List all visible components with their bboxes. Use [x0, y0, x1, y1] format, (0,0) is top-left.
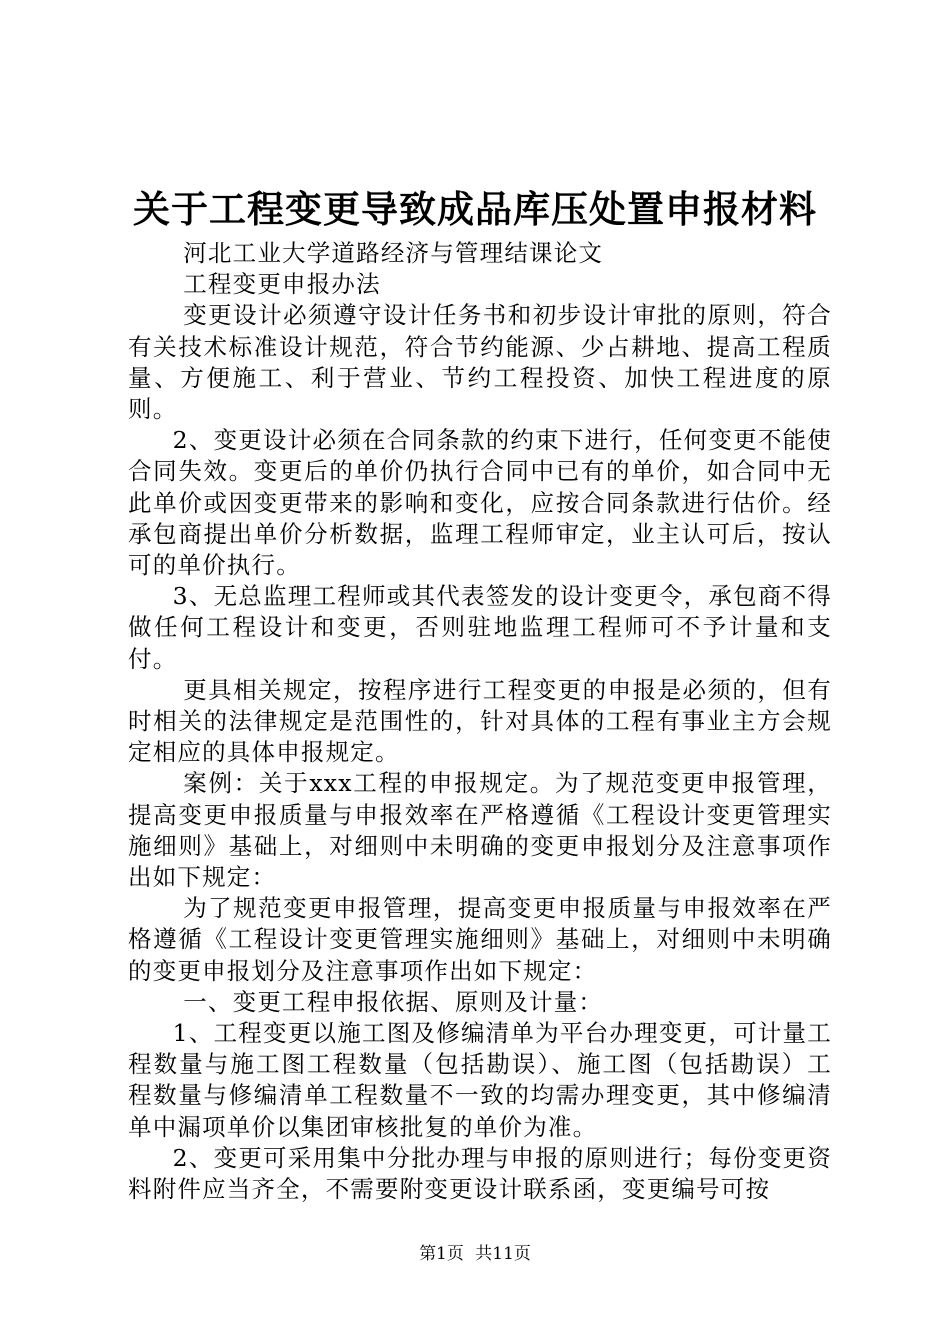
paragraph-principle-2: 2、变更设计必须在合同条款的约束下进行，任何变更不能使合同失效。变更后的单价仍执行合同中已有的单价，如合同中无此单价或因变更带来的影响和变化，应按合同条款进行估价。经承包商提出单价分析数据，监理工程师审定，业主认可后，按认可的单价执行。: [128, 426, 832, 580]
section-heading-1: 一、变更工程申报依据、原则及计量：: [183, 987, 604, 1016]
document-title: 关于工程变更导致成品库压处置申报材料: [133, 188, 817, 231]
paragraph-principle-1: 变更设计必须遵守设计任务书和初步设计审批的原则，符合有关技术标准设计规范，符合节约能源、少占耕地、提高工程质量、方便施工、利于营业、节约工程投资、加快工程进度的原则。: [128, 301, 832, 424]
paragraph-regulations: 更具相关规定，按程序进行工程变更的申报是必须的，但有时相关的法律规定是范围性的，针对具体的工程有事业主方会规定相应的具体申报规定。: [128, 675, 832, 767]
paragraph-principle-3: 3、无总监理工程师或其代表签发的设计变更令，承包商不得做任何工程设计和变更，否则驻地监理工程师可不予计量和支付。: [128, 582, 832, 673]
paragraph-subtitle: 河北工业大学道路经济与管理结课论文: [183, 239, 604, 267]
page-footer: [0, 1242, 950, 1266]
page-total: 共11页: [475, 1244, 531, 1264]
paragraph-purpose: 为了规范变更申报管理，提高变更申报质量与申报效率在严格遵循《工程设计变更管理实施细则》基础上，对细则中未明确的变更申报划分及注意事项作出如下规定：: [128, 894, 832, 985]
paragraph-case: 案例：关于xxx工程的申报规定。为了规范变更申报管理，提高变更申报质量与申报效率在严格遵循《工程设计变更管理实施细则》基础上，对细则中未明确的变更申报划分及注意事项作出如下规定：: [128, 769, 832, 892]
page-number: 第1页: [419, 1244, 464, 1264]
document-body: [128, 238, 832, 1205]
paragraph-item-1: 1、工程变更以施工图及修编清单为平台办理变更，可计量工程数量与施工图工程数量（包括勘误）、施工图（包括勘误）工程数量与修编清单工程数量不一致的均需办理变更，其中修编清单中漏项单价以集团审核批复的单价为准。: [128, 1019, 832, 1141]
paragraph-item-2: 2、变更可采用集中分批办理与申报的原则进行；每份变更资料附件应当齐全，不需要附变更设计联系函，变更编号可按: [128, 1143, 832, 1204]
paragraph-heading: 工程变更申报办法: [183, 270, 381, 299]
